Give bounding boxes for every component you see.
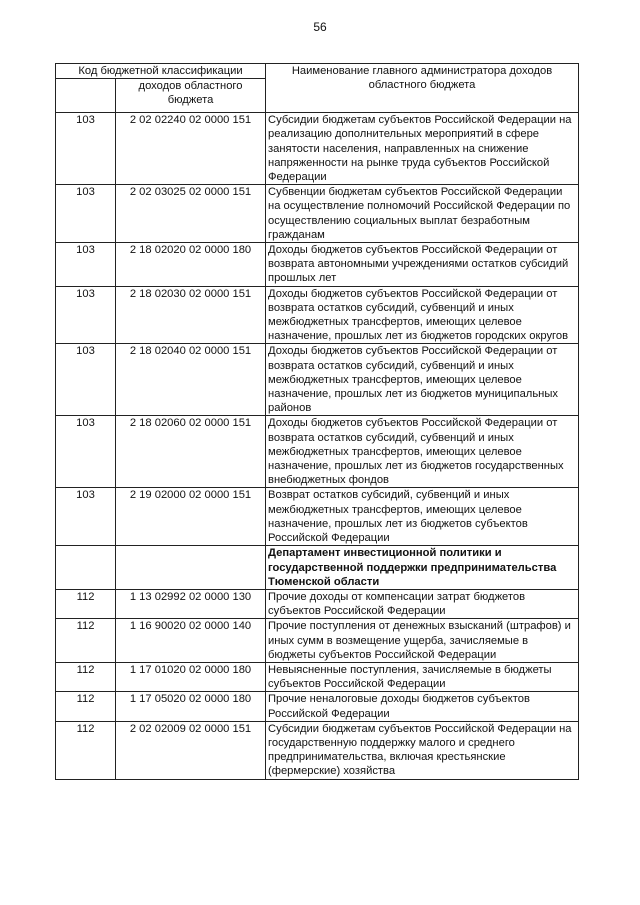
- table-row-department: [56, 546, 579, 590]
- page-number: 56: [313, 20, 327, 34]
- revenue-code-cell: 2 18 02030 02 0000 151: [116, 286, 266, 344]
- table-row: [56, 589, 579, 618]
- revenue-name-cell: Департамент инвестиционной политики и государственной поддержки предпринимательства Тюменской области: [266, 546, 579, 590]
- revenue-code-cell: 1 17 05020 02 0000 180: [116, 692, 266, 721]
- admin-code-cell: 112: [56, 721, 116, 779]
- table-row: [56, 113, 579, 185]
- revenue-code-cell: 1 13 02992 02 0000 130: [116, 589, 266, 618]
- revenue-code-cell: 2 02 03025 02 0000 151: [116, 185, 266, 243]
- revenue-code-cell: 2 02 02009 02 0000 151: [116, 721, 266, 779]
- table-row: [56, 721, 579, 779]
- table-row: [56, 185, 579, 243]
- header-revenue-code: доходов областного бюджета: [116, 79, 266, 113]
- admin-code-cell: 103: [56, 185, 116, 243]
- admin-code-cell: 112: [56, 692, 116, 721]
- table-body: [56, 113, 579, 779]
- admin-code-cell: [56, 546, 116, 590]
- table-row: [56, 692, 579, 721]
- admin-code-cell: 103: [56, 113, 116, 185]
- revenue-code-cell: 2 18 02060 02 0000 151: [116, 416, 266, 488]
- table-row: [56, 619, 579, 663]
- header-administrator-name: Наименование главного администратора доходов областного бюджета: [266, 64, 579, 113]
- admin-code-cell: 112: [56, 662, 116, 691]
- admin-code-cell: 112: [56, 619, 116, 663]
- revenue-name-cell: Прочие доходы от компенсации затрат бюджетов субъектов Российской Федерации: [266, 589, 579, 618]
- revenue-name-cell: Субсидии бюджетам субъектов Российской Федерации на реализацию дополнительных мероприятий в сфере занятости населения, направленных на снижение напряженности на рынке труда субъектов Российской Федерации: [266, 113, 579, 185]
- table-header: [56, 64, 579, 113]
- budget-classification-table: [55, 63, 579, 780]
- admin-code-cell: 103: [56, 243, 116, 287]
- revenue-name-cell: Возврат остатков субсидий, субвенций и иных межбюджетных трансфертов, имеющих целевое назначение, прошлых лет из бюджетов субъектов Российской Федерации: [266, 488, 579, 546]
- admin-code-cell: 103: [56, 344, 116, 416]
- table-row: [56, 286, 579, 344]
- table-row: [56, 416, 579, 488]
- revenue-name-cell: Прочие неналоговые доходы бюджетов субъектов Российской Федерации: [266, 692, 579, 721]
- revenue-code-cell: 2 02 02240 02 0000 151: [116, 113, 266, 185]
- revenue-name-cell: Доходы бюджетов субъектов Российской Федерации от возврата остатков субсидий, субвенций и иных межбюджетных трансфертов, имеющих целевое назначение, прошлых лет из бюджетов государственных внебюджетных фондов: [266, 416, 579, 488]
- revenue-code-cell: 1 16 90020 02 0000 140: [116, 619, 266, 663]
- revenue-code-cell: [116, 546, 266, 590]
- revenue-name-cell: Доходы бюджетов субъектов Российской Федерации от возврата автономными учреждениями остатков субсидий прошлых лет: [266, 243, 579, 287]
- revenue-name-cell: Доходы бюджетов субъектов Российской Федерации от возврата остатков субсидий, субвенций и иных межбюджетных трансфертов, имеющих целевое назначение, прошлых лет из бюджетов муниципальных районов: [266, 344, 579, 416]
- admin-code-cell: 103: [56, 286, 116, 344]
- revenue-code-cell: 2 18 02020 02 0000 180: [116, 243, 266, 287]
- revenue-name-cell: Прочие поступления от денежных взысканий (штрафов) и иных сумм в возмещение ущерба, зачисляемые в бюджеты субъектов Российской Федерации: [266, 619, 579, 663]
- table-row: [56, 344, 579, 416]
- revenue-name-cell: Субсидии бюджетам субъектов Российской Федерации на государственную поддержку малого и среднего предпринимательства, включая крестьянские (фермерские) хозяйства: [266, 721, 579, 779]
- header-admin-blank: [56, 79, 116, 113]
- revenue-name-cell: Субвенции бюджетам субъектов Российской Федерации на осуществление полномочий Российской Федерации по осуществлению социальных выплат безработным гражданам: [266, 185, 579, 243]
- admin-code-cell: 112: [56, 589, 116, 618]
- revenue-name-cell: Доходы бюджетов субъектов Российской Федерации от возврата остатков субсидий, субвенций и иных межбюджетных трансфертов, имеющих целевое назначение, прошлых лет из бюджетов городских округов: [266, 286, 579, 344]
- admin-code-cell: 103: [56, 488, 116, 546]
- admin-code-cell: 103: [56, 416, 116, 488]
- table-row: [56, 662, 579, 691]
- revenue-code-cell: 1 17 01020 02 0000 180: [116, 662, 266, 691]
- revenue-code-cell: 2 18 02040 02 0000 151: [116, 344, 266, 416]
- table-row: [56, 488, 579, 546]
- table-row: [56, 243, 579, 287]
- revenue-name-cell: Невыясненные поступления, зачисляемые в бюджеты субъектов Российской Федерации: [266, 662, 579, 691]
- revenue-code-cell: 2 19 02000 02 0000 151: [116, 488, 266, 546]
- header-classification-code: Код бюджетной классификации: [56, 64, 266, 79]
